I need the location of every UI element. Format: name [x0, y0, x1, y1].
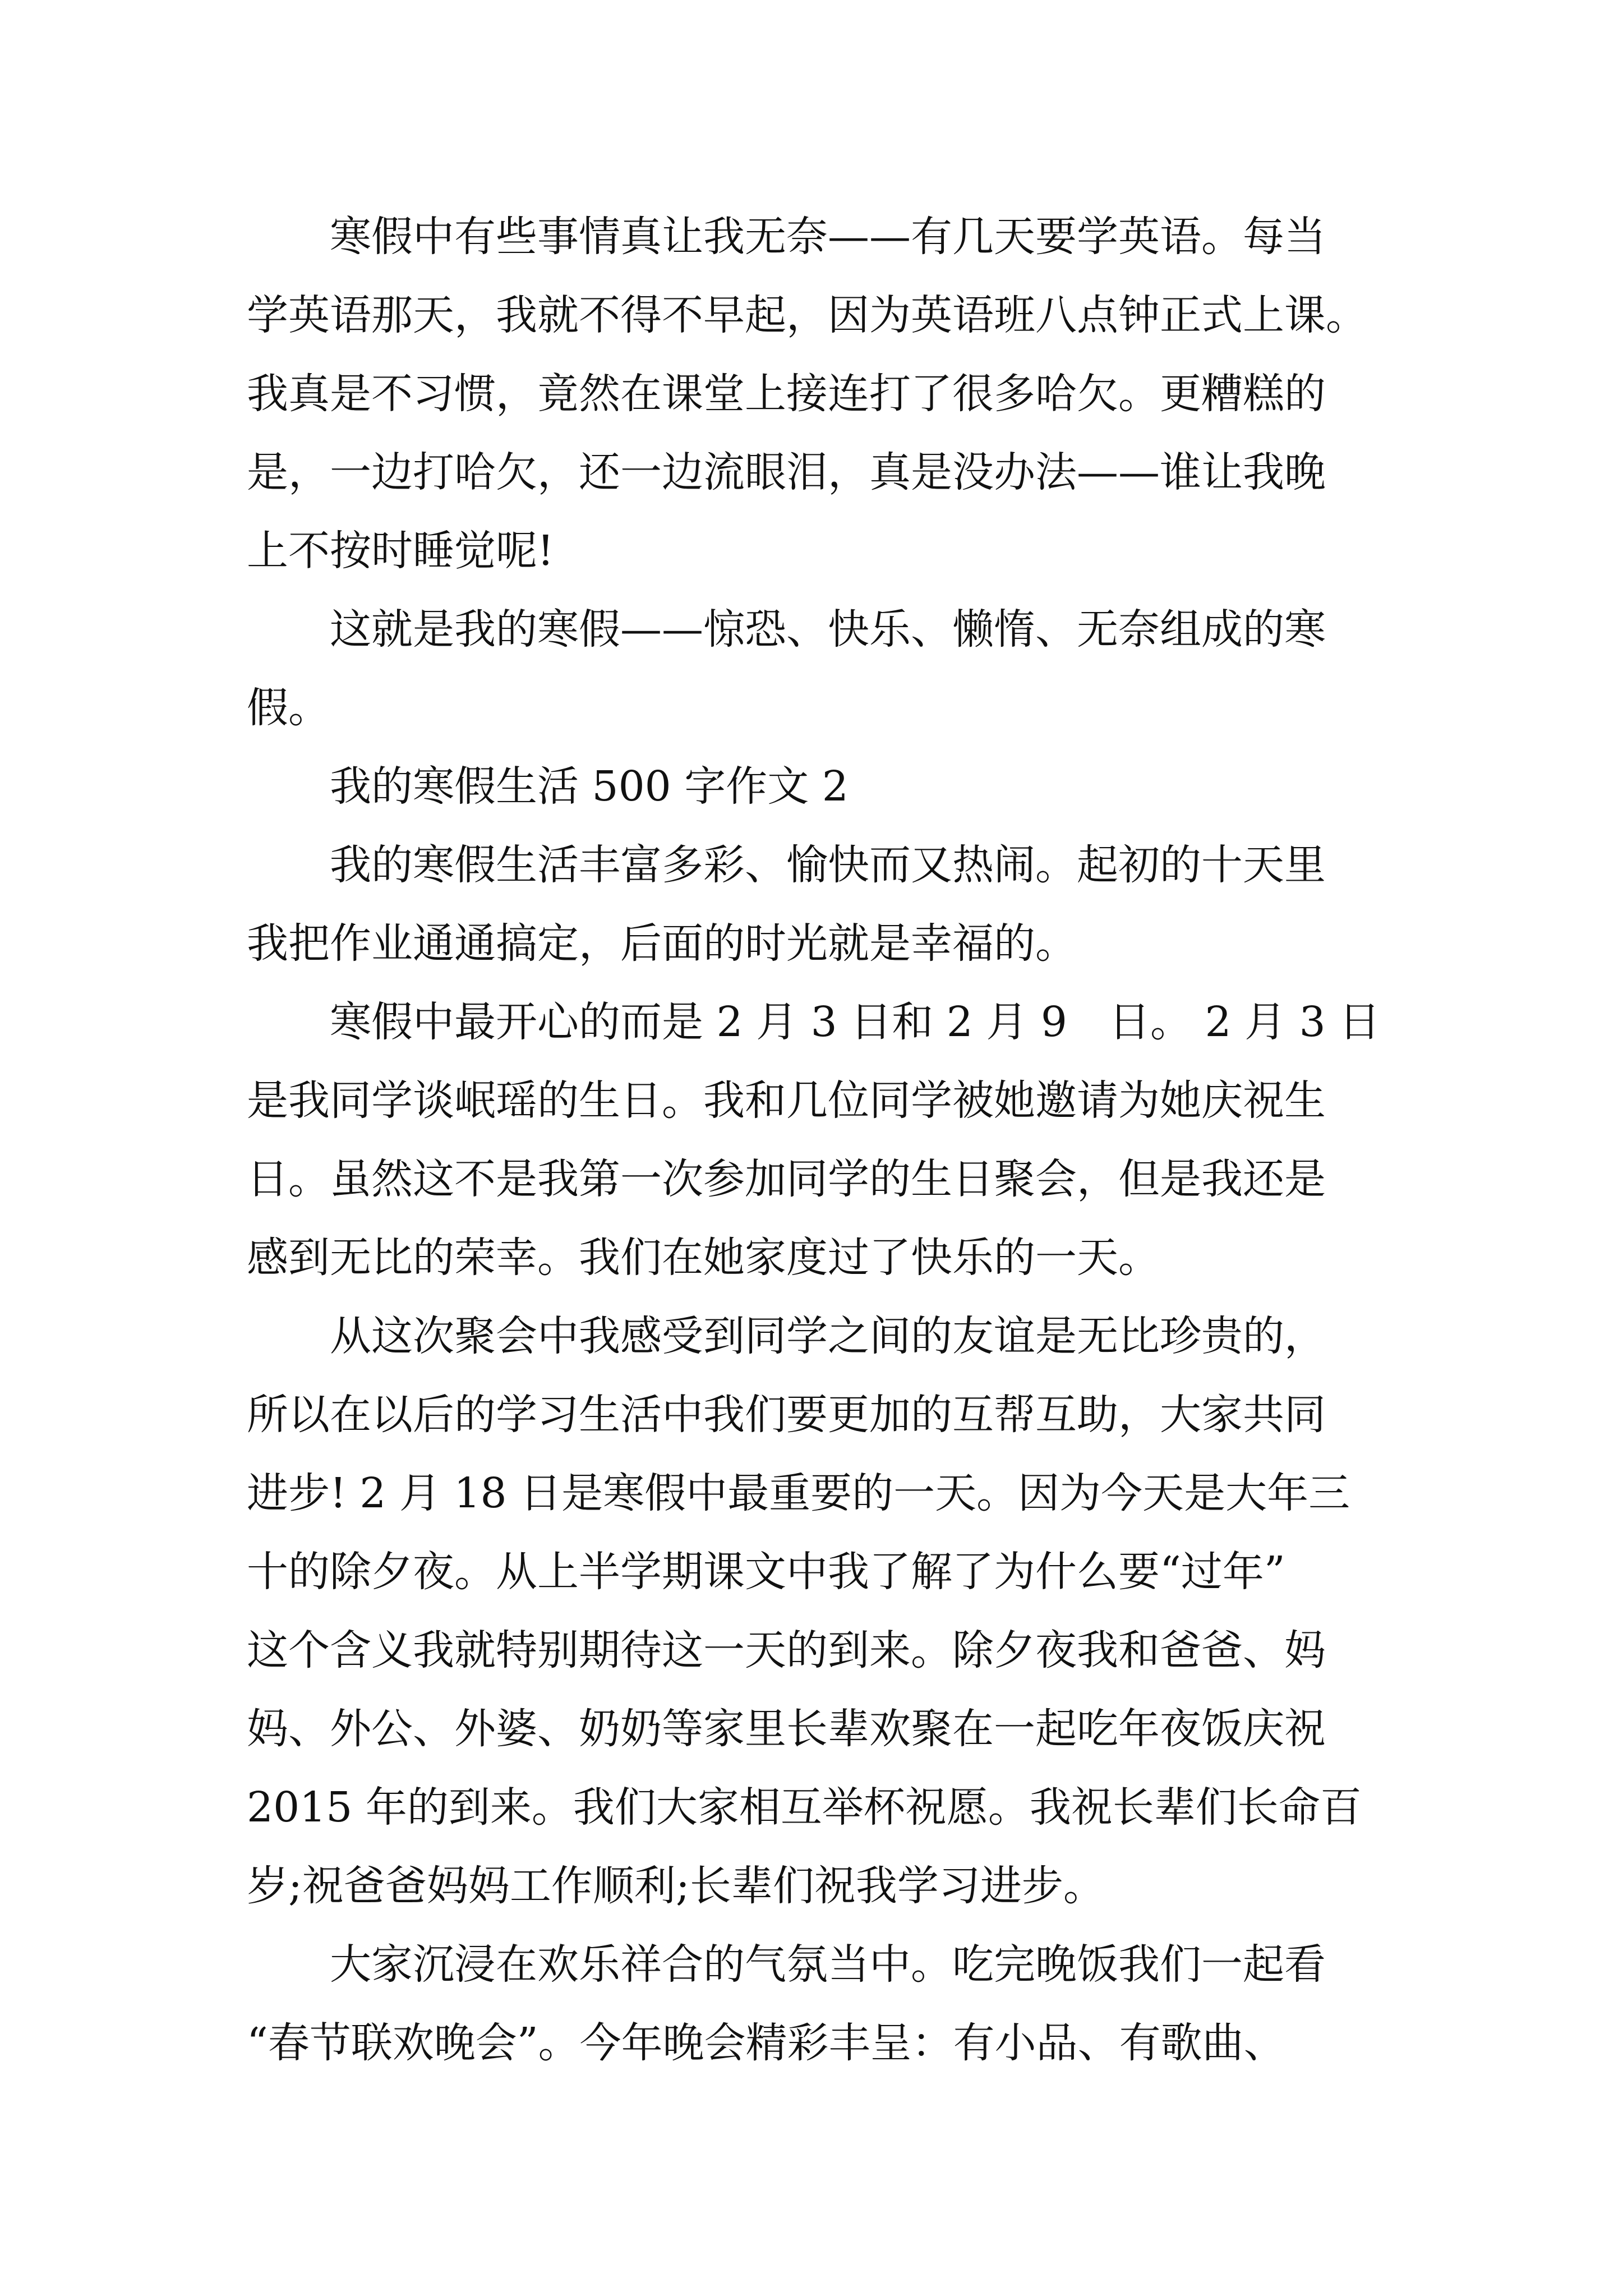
text-line: 是，一边打哈欠，还一边流眼泪，真是没办法——谁让我晚 [247, 448, 1326, 496]
section-heading: 我的寒假生活 500 字作文 2 [247, 762, 849, 811]
text-line: 十的除夕夜。从上半学期课文中我了解了为什么要“过年” [247, 1548, 1285, 1596]
text-line: 所以在以后的学习生活中我们要更加的互帮互助，大家共同 [247, 1391, 1326, 1439]
text-line: 上不按时睡觉呢! [247, 527, 554, 575]
text-line: 日。虽然这不是我第一次参加同学的生日聚会，但是我还是 [247, 1155, 1326, 1203]
text-line: 学英语那天，我就不得不早起，因为英语班八点钟正式上课。 [247, 291, 1367, 339]
text-line: 岁;祝爸爸妈妈工作顺利;长辈们祝我学习进步。 [247, 1862, 1105, 1910]
text-line: 我真是不习惯，竟然在课堂上接连打了很多哈欠。更糟糕的 [247, 370, 1326, 418]
text-line: 我的寒假生活丰富多彩、愉快而又热闹。起初的十天里 [247, 841, 1326, 889]
text-line: 寒假中最开心的而是 2 月 3 日和 2 月 9 日。 2 月 3 日 [247, 998, 1381, 1046]
text-line: 大家沉浸在欢乐祥合的气氛当中。吃完晚饭我们一起看 [247, 1940, 1326, 1989]
text-line: 感到无比的荣幸。我们在她家度过了快乐的一天。 [247, 1234, 1160, 1282]
text-line: 这个含义我就特别期待这一天的到来。除夕夜我和爸爸、妈 [247, 1626, 1326, 1674]
text-line: 妈、外公、外婆、奶奶等家里长辈欢聚在一起吃年夜饭庆祝 [247, 1705, 1326, 1753]
text-line: 是我同学谈岷瑶的生日。我和几位同学被她邀请为她庆祝生 [247, 1076, 1326, 1125]
text-line: 我把作业通通搞定，后面的时光就是幸福的。 [247, 919, 1077, 968]
text-line: 寒假中有些事情真让我无奈——有几天要学英语。每当 [247, 213, 1326, 261]
text-line: “春节联欢晚会”。今年晚会精彩丰呈：有小品、有歌曲、 [247, 2019, 1285, 2067]
text-line: 这就是我的寒假——惊恐、快乐、懒惰、无奈组成的寒 [247, 605, 1326, 654]
text-line: 从这次聚会中我感受到同学之间的友谊是无比珍贵的， [247, 1312, 1326, 1360]
document-body [247, 197, 1391, 2082]
text-line: 进步! 2 月 18 日是寒假中最重要的一天。因为今天是大年三 [247, 1469, 1350, 1517]
text-line: 假。 [247, 684, 330, 732]
text-line: 2015 年的到来。我们大家相互举杯祝愿。我祝长辈们长命百 [247, 1783, 1362, 1832]
